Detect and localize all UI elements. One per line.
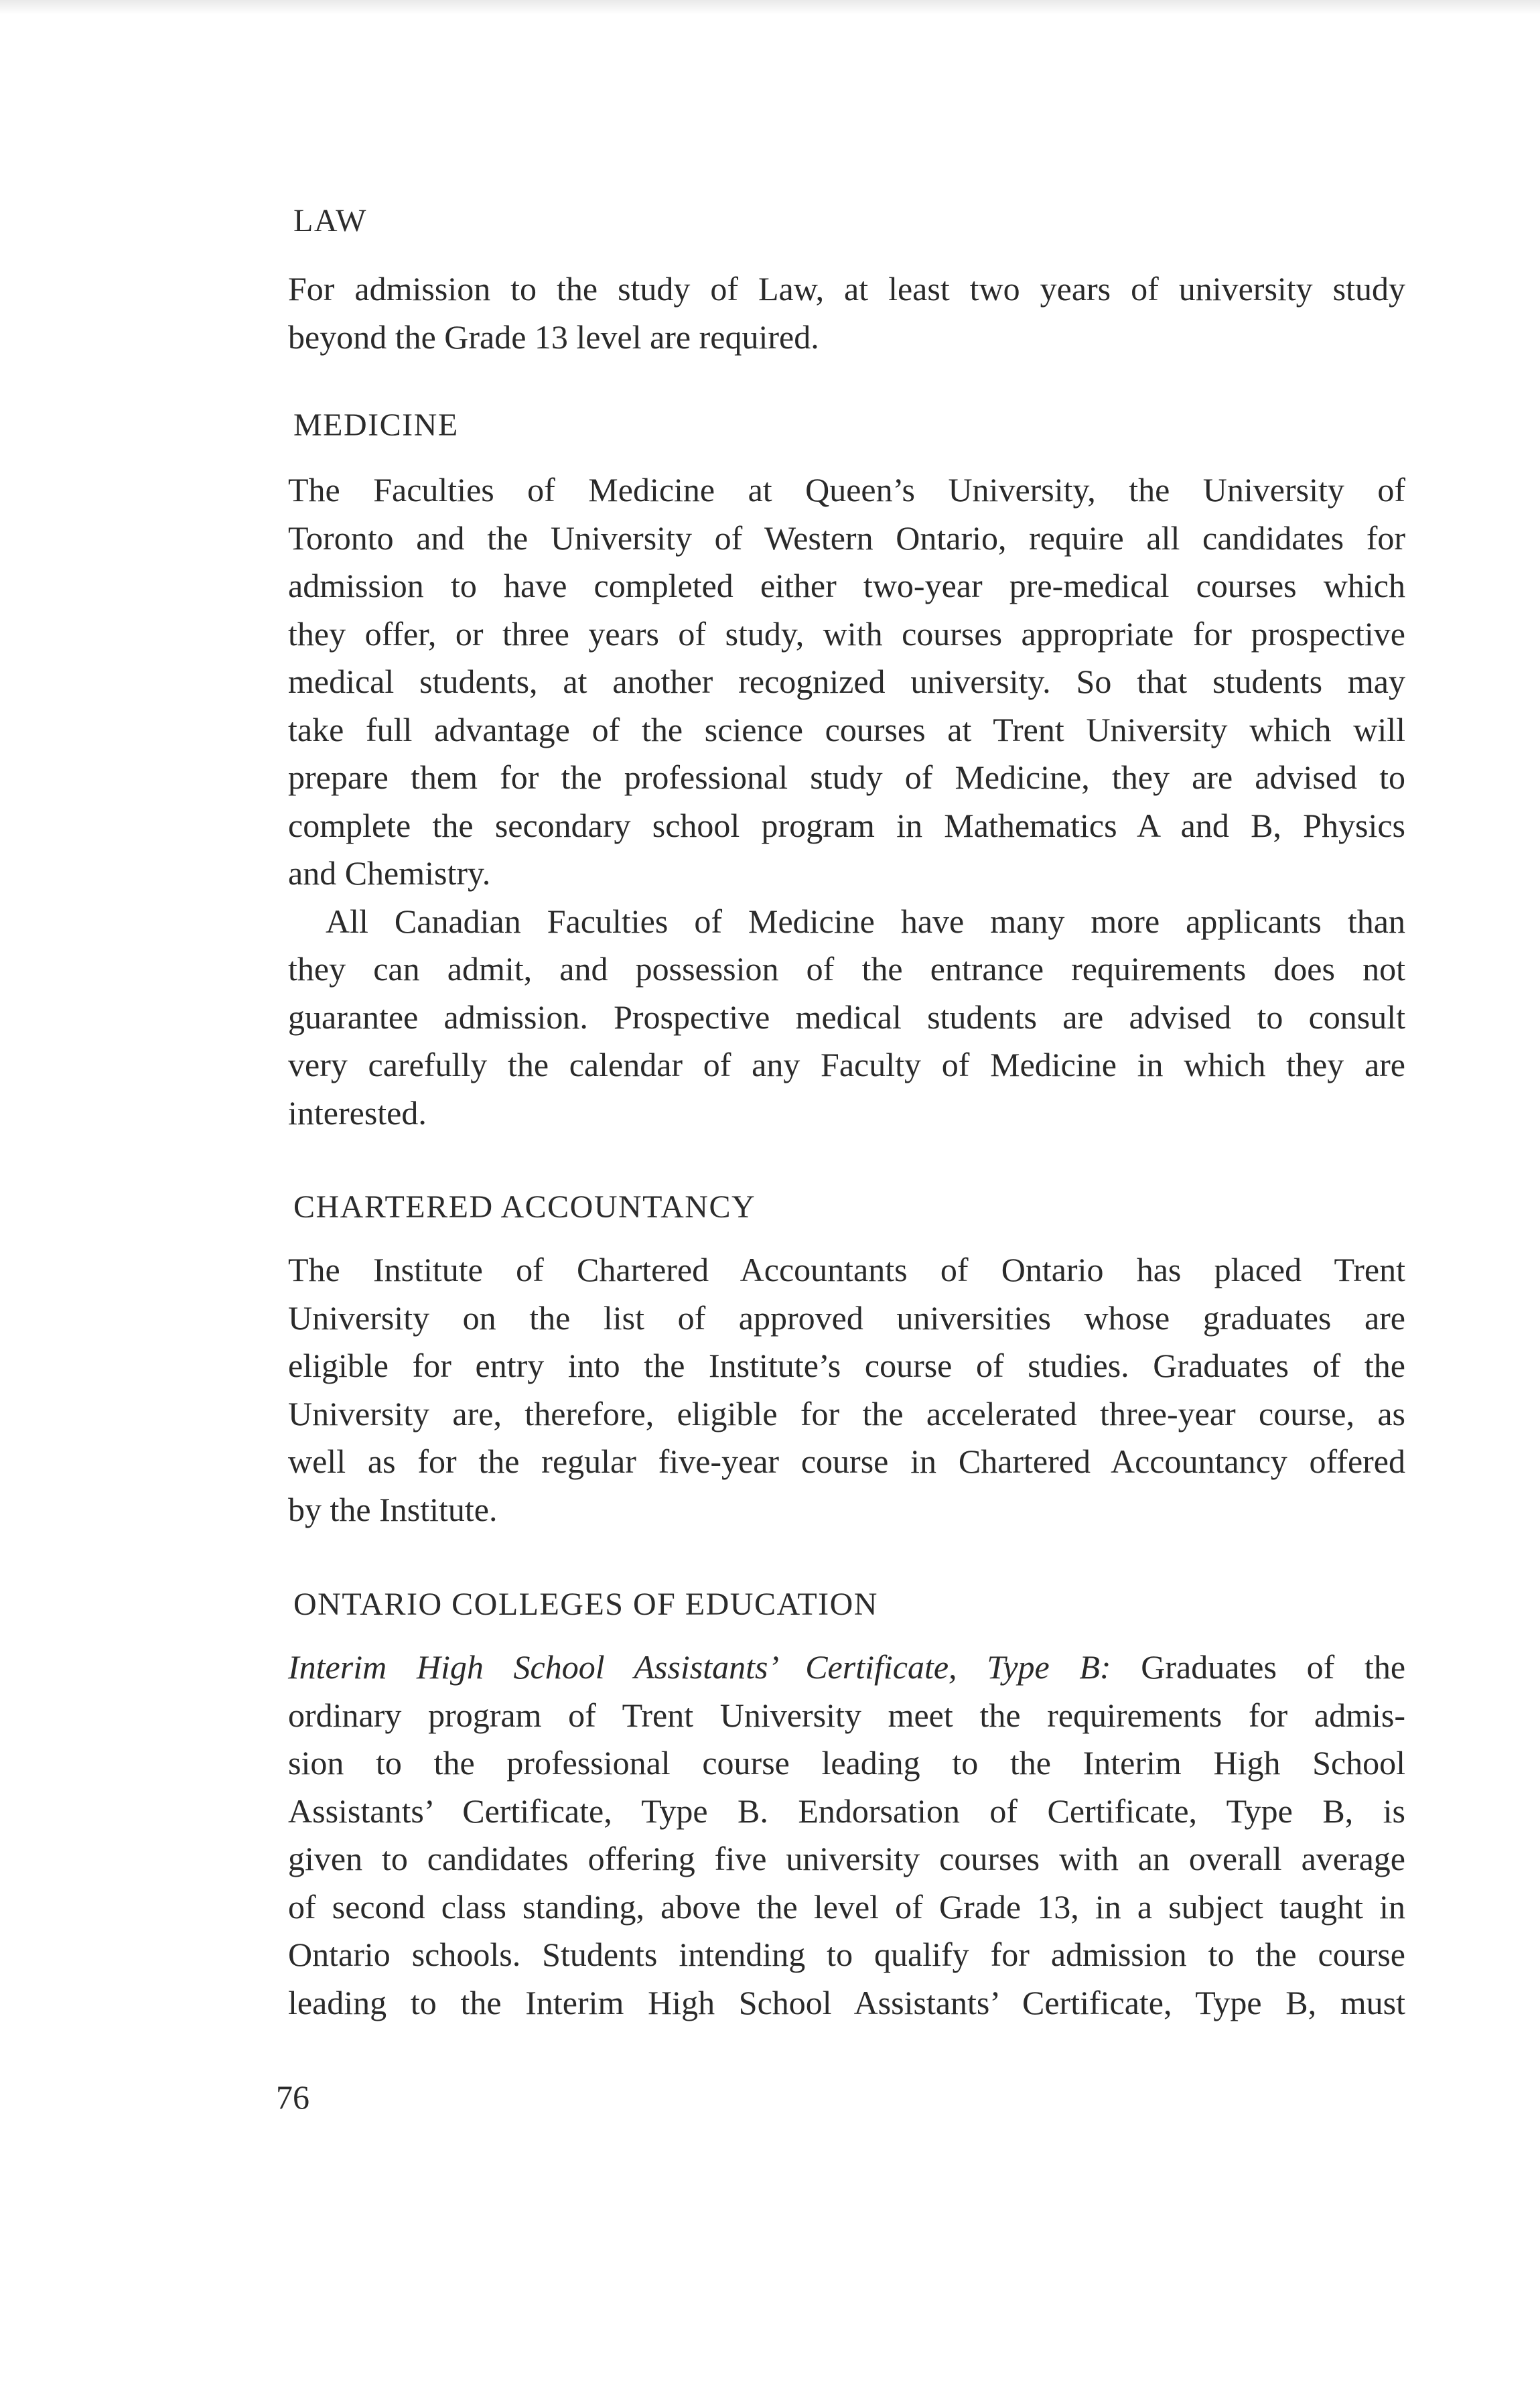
text-line: University on the list of approved universities whose graduates are [288, 1298, 1405, 1337]
text-line: prepare them for the professional study of Medicine, they are advised to [288, 758, 1405, 796]
text-line: sion to the professional course leading to the Interim High School [288, 1744, 1405, 1782]
heading-chartered-accountancy: CHARTERED ACCOUNTANCY [293, 1189, 756, 1225]
certificate-title-italic: Interim High School Assistants’ Certificate, Type B: [288, 1648, 1111, 1686]
education-paragraph [288, 1644, 1405, 2027]
text-line: guarantee admission. Prospective medical students are advised to consult [288, 998, 1405, 1036]
text-line: leading to the Interim High School Assistants’ Certificate, Type B, must [288, 1983, 1405, 2021]
accountancy-paragraph [288, 1246, 1405, 1534]
text-line: medical students, at another recognized university. So that students may [288, 663, 1405, 700]
page-number: 76 [276, 2078, 309, 2116]
heading-medicine: MEDICINE [293, 407, 459, 443]
text-line [288, 1644, 1405, 1692]
text-line: Assistants’ Certificate, Type B. Endorsation of Certificate, Type B, is [288, 1792, 1405, 1830]
text-line: by the Institute. [288, 1490, 498, 1528]
text-line: of second class standing, above the level of Grade 13, in a subject taught in [288, 1887, 1405, 1926]
text-line: very carefully the calendar of any Faculty of Medicine in which they are [288, 1046, 1405, 1083]
heading-ontario-colleges-of-education: ONTARIO COLLEGES OF EDUCATION [293, 1587, 878, 1622]
text-line: All Canadian Faculties of Medicine have many more applicants than [326, 902, 1405, 940]
text-line: given to candidates offering five university courses with an overall average [288, 1840, 1405, 1877]
heading-law: LAW [293, 203, 367, 239]
text-line: Toronto and the University of Western Ontario, require all candidates for [288, 519, 1405, 557]
text-line: they can admit, and possession of the entrance requirements does not [288, 950, 1405, 988]
text-line: well as for the regular five-year course in Chartered Accountancy offered [288, 1443, 1405, 1480]
text-line: ordinary program of Trent University meet the requirements for admis- [288, 1696, 1405, 1734]
medicine-paragraphs [288, 466, 1405, 1137]
text-line: complete the secondary school program in Mathematics A and B, Physics [288, 806, 1405, 844]
text-line: For admission to the study of Law, at least two years of university study [288, 270, 1405, 308]
law-paragraph [288, 265, 1405, 361]
text-line: and Chemistry. [288, 854, 491, 892]
text-line: University are, therefore, eligible for the accelerated three-year course, as [288, 1394, 1405, 1432]
text-run: Graduates of the [1141, 1648, 1406, 1686]
text-line: admission to have completed either two-year pre-medical courses which [288, 567, 1405, 604]
text-line: Ontario schools. Students intending to qualify for admission to the course [288, 1936, 1405, 1973]
text-line: beyond the Grade 13 level are required. [288, 318, 819, 356]
text-line: interested. [288, 1093, 427, 1132]
text-line: The Faculties of Medicine at Queen’s University, the University of [288, 471, 1405, 509]
text-line: The Institute of Chartered Accountants of Ontario has placed Trent [288, 1251, 1405, 1288]
text-line: eligible for entry into the Institute’s course of studies. Graduates of the [288, 1347, 1405, 1384]
text-line: they offer, or three years of study, with courses appropriate for prospective [288, 614, 1405, 653]
text-line: take full advantage of the science courses at Trent University which will [288, 710, 1405, 748]
